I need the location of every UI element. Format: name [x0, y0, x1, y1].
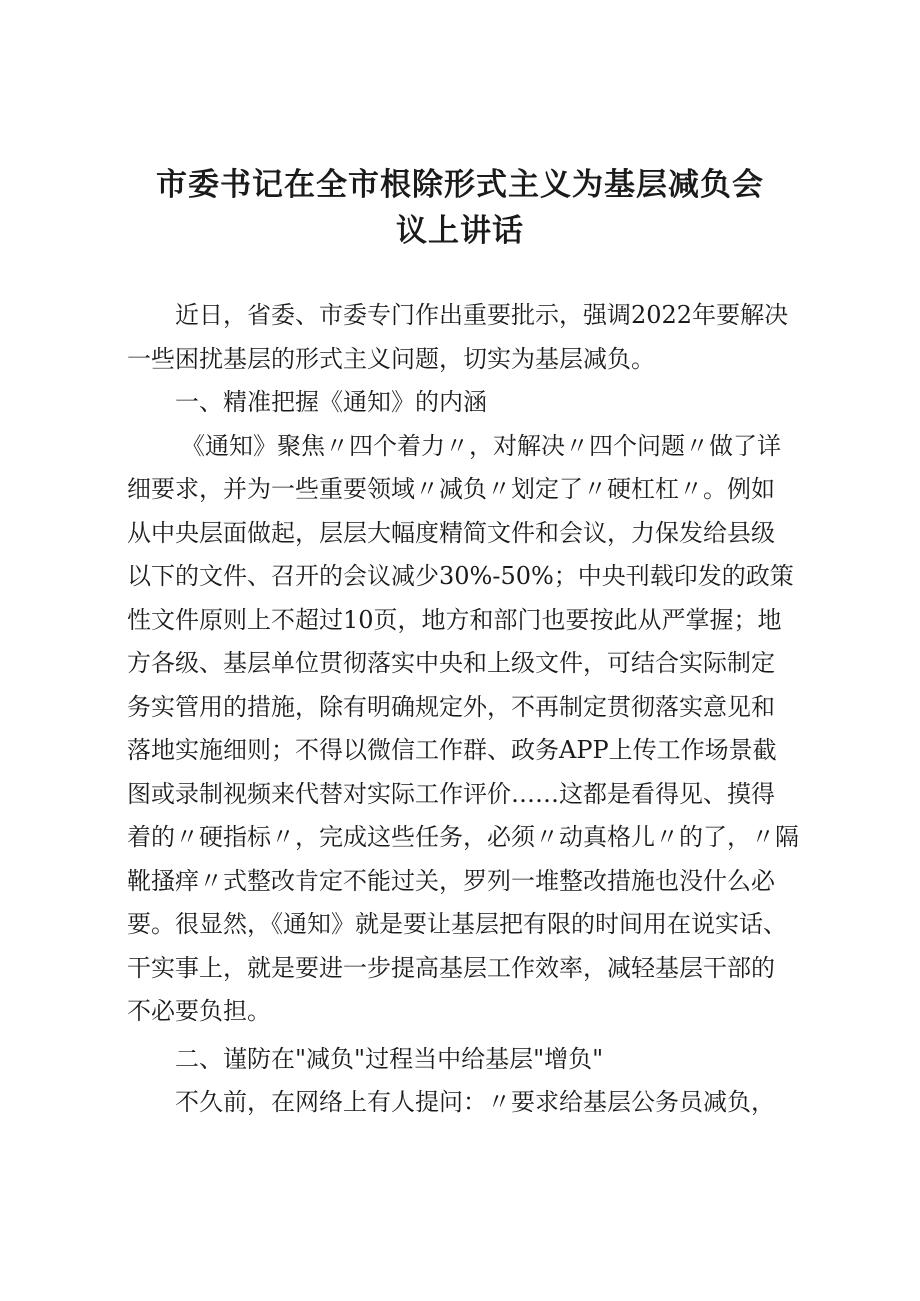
paragraph-line: 近日，省委、市委专门作出重要批示，强调2022年要解决: [175, 301, 789, 329]
paragraph-line: 一些困扰基层的形式主义问题，切实为基层减负。: [127, 344, 655, 373]
section-heading: 一、精准把握《通知》的内涵: [175, 388, 487, 416]
paragraph-line: 性文件原则上不超过10页，地方和部门也要按此从严掌握；地: [127, 605, 782, 634]
paragraph-line: 不久前，在网络上有人提问：〃要求给基层公务员减负，: [175, 1088, 775, 1116]
paragraph-line: 着的〃硬指标〃，完成这些任务，必须〃动真格儿〃的了，〃隔: [127, 823, 799, 851]
paragraph-line: 干实事上，就是要进一步提高基层工作效率，减轻基层干部的: [127, 953, 775, 982]
paragraph-line: 图或录制视频来代替对实际工作评价……这都是看得见、摸得: [127, 779, 775, 808]
paragraph-line: 靴搔痒〃式整改肯定不能过关，罗列一堆整改措施也没什么必: [127, 866, 775, 895]
document-title-line-2: 议上讲话: [396, 213, 524, 249]
paragraph-line: 方各级、基层单位贯彻落实中央和上级文件，可结合实际制定: [127, 649, 775, 677]
section-heading: 二、谨防在"减负"过程当中给基层"增负": [175, 1044, 604, 1073]
paragraph-line: 要。很显然，《通知》就是要让基层把有限的时间用在说实话、: [127, 910, 787, 938]
paragraph-line: 务实管用的措施，除有明确规定外，不再制定贯彻落实意见和: [127, 692, 775, 721]
paragraph-line: 从中央层面做起，层层大幅度精简文件和会议，力保发给县级: [127, 518, 775, 547]
paragraph-line: 不必要负担。: [127, 997, 271, 1025]
document-body: [127, 294, 827, 1125]
paragraph-line: 《通知》聚焦〃四个着力〃，对解决〃四个问题〃做了详: [181, 431, 781, 460]
document-title-line-1: 市委书记在全市根除形式主义为基层减负会: [156, 167, 764, 203]
paragraph-line: 细要求，并为一些重要领域〃减负〃划定了〃硬杠杠〃。例如: [127, 475, 775, 503]
paragraph-line: 落地实施细则；不得以微信工作群、政务APP上传工作场景截: [127, 736, 777, 764]
paragraph-line: 以下的文件、召开的会议减少30%-50%；中央刊载印发的政策: [127, 562, 794, 590]
